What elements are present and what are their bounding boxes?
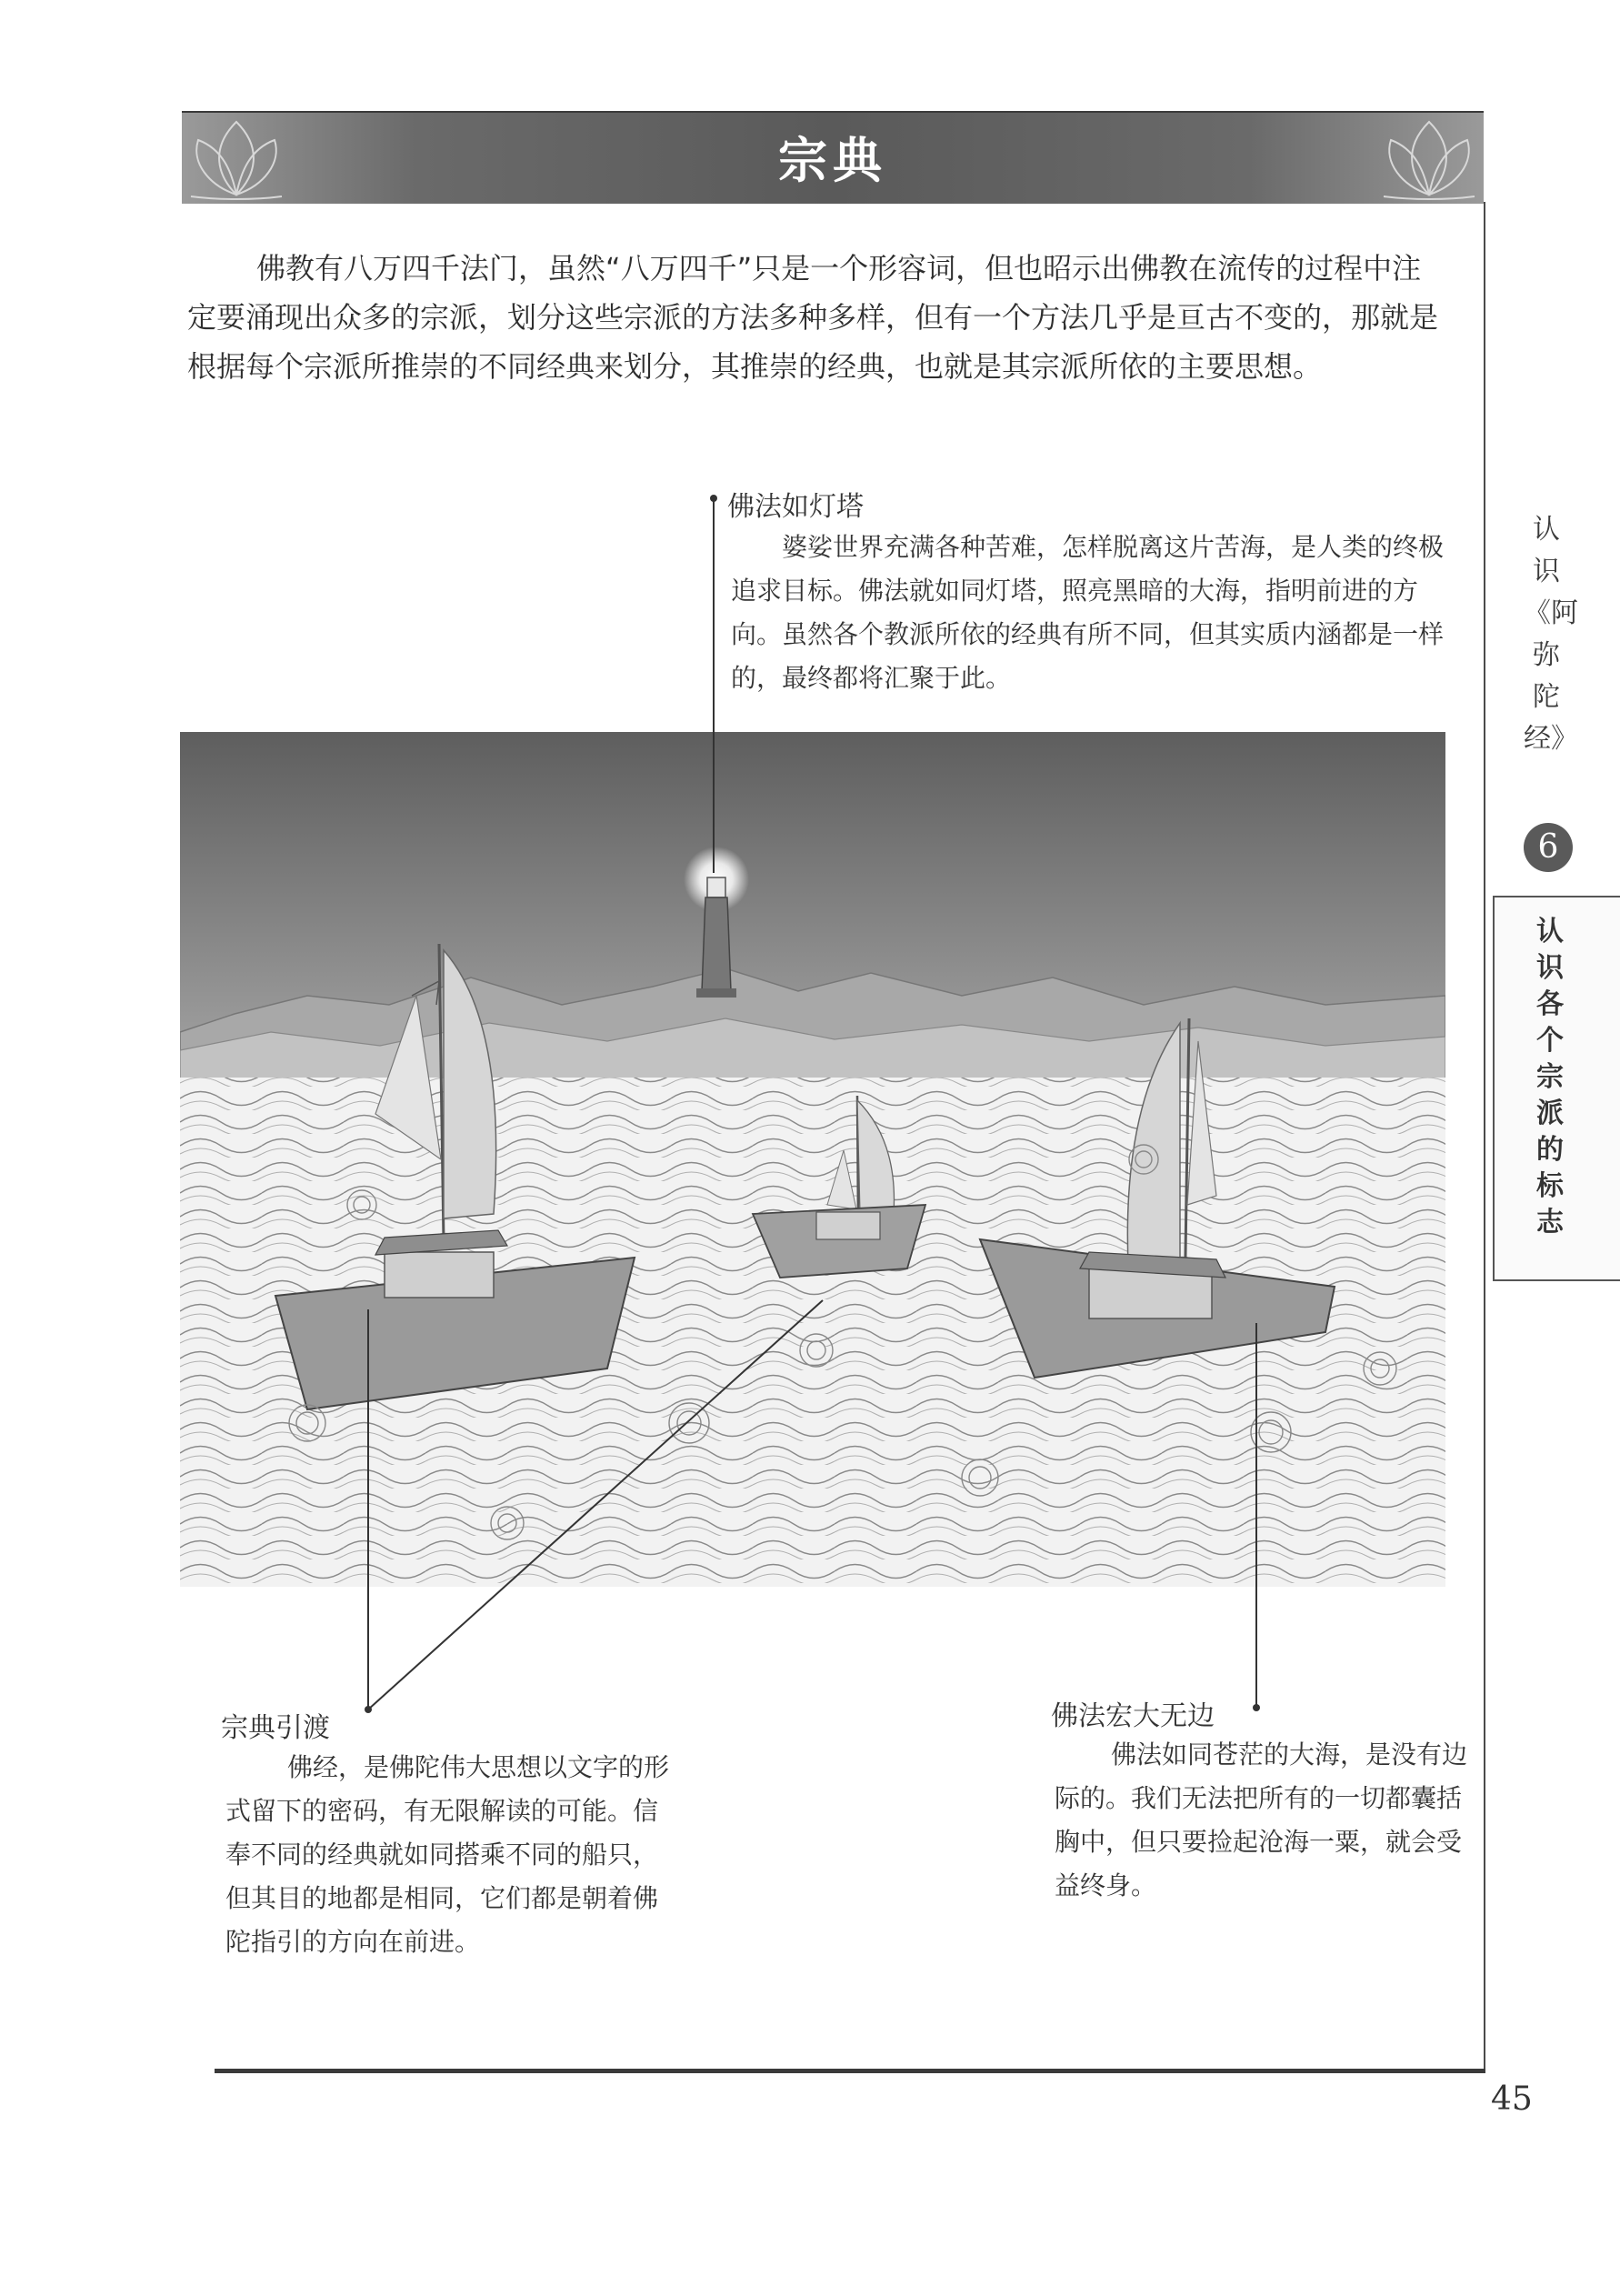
sea-lighthouse-illustration — [180, 732, 1445, 1587]
vast-dharma-annotation-title: 佛法宏大无边 — [1051, 1700, 1215, 1732]
page-frame-bottom — [215, 2069, 1485, 2073]
scriptures-annotation-body: 佛经，是佛陀伟大思想以文字的形式留下的密码，有无限解读的可能。信奉不同的经典就如同搭乘不同的船只，但其目的地都是相同，它们都是朝着佛陀指引的方向在前进。 — [225, 1752, 670, 1957]
side-book-title: 认识《阿弥陀经》 — [1524, 514, 1578, 755]
page-title: 宗典 — [778, 132, 887, 189]
chapter-number-badge: 6 — [1524, 823, 1573, 872]
intro-paragraph: 佛教有八万四千法门，虽然“八万四千”只是一个形容词，但也昭示出佛教在流传的过程中注定要涌现出众多的宗派，划分这些宗派的方法多种多样，但有一个方法几乎是亘古不变的，那就是根据每个宗派所推崇的不同经典来划分，其推崇的经典，也就是其宗派所依的主要思想。 — [187, 251, 1439, 384]
lotus-ornament-icon — [1375, 113, 1484, 204]
lighthouse-annotation-body: 婆娑世界充满各种苦难，怎样脱离这片苦海，是人类的终极追求目标。佛法就如同灯塔，照亮黑暗的大海，指明前进的方向。虽然各个教派所依的经典有所不同，但其实质内涵都是一样的，最终都将汇聚于此。 — [731, 532, 1445, 693]
scriptures-annotation-title: 宗典引渡 — [221, 1712, 330, 1744]
lighthouse-annotation-title: 佛法如灯塔 — [727, 491, 864, 523]
page-frame-right — [1484, 202, 1485, 2070]
page-number: 45 — [1491, 2080, 1533, 2118]
side-tab-divider — [1493, 1279, 1620, 1281]
vast-dharma-annotation-body: 佛法如同苍茫的大海，是没有边际的。我们无法把所有的一切都囊括胸中，但只要捡起沧海一粟，就会受益终身。 — [1055, 1740, 1468, 1900]
side-chapter-title: 认识各个宗派的标志 — [1536, 916, 1564, 1238]
title-banner — [182, 111, 1484, 204]
